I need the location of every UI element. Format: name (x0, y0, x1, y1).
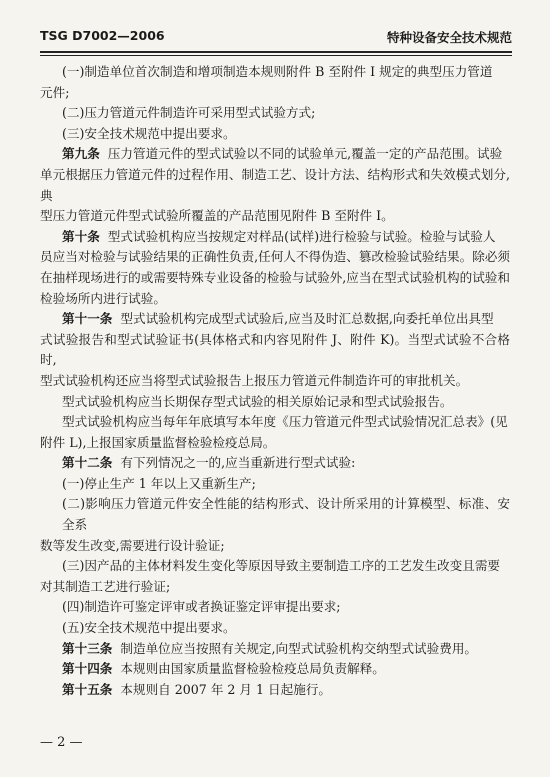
body-line: 在抽样现场进行的或需要特殊专业设备的检验与试验外,应当在型式试验机构的试验和 (40, 269, 510, 285)
list-item: (四)制造许可鉴定评审或者换证鉴定评审提出要求; (62, 599, 341, 615)
body-line: (二)压力管道元件制造许可采用型式试验方式; (62, 105, 316, 121)
document-code: TSG D7002—2006 (40, 28, 165, 43)
article-text: 本规则由国家质量监督检验检疫总局负责解释。 (120, 661, 385, 677)
article-text: 制造单位应当按照有关规定,向型式试验机构交纳型式试验费用。 (120, 640, 478, 656)
body-line: 员应当对检验与试验结果的正确性负责,任何人不得伪造、篡改检验试验结果。除必须 (40, 249, 510, 265)
body-line: 型式试验机构应当每年年底填写本年度《压力管道元件型式试验情况汇总表》(见 (62, 414, 508, 430)
body-line: 单元根据压力管道元件的过程作用、制造工艺、设计方法、结构形式和失效模式划分,典 (40, 166, 510, 203)
article-9 (62, 144, 510, 165)
list-item: (一)停止生产 1 年以上又重新生产; (62, 475, 256, 491)
article-heading: 第十三条 (62, 640, 113, 656)
page-header (40, 26, 512, 46)
article-13 (62, 639, 510, 660)
article-text: 本规则自 2007 年 2 月 1 日起施行。 (120, 681, 332, 697)
body-line: 型式试验机构应当长期保存型式试验的相关原始记录和型式试验报告。 (62, 393, 453, 409)
article-text: 型式试验机构应当按规定对样品(试样)进行检验与试验。检验与试验人 (107, 228, 496, 244)
page-number: — 2 — (40, 735, 83, 750)
article-heading: 第十条 (62, 228, 100, 244)
body-line: (三)安全技术规范中提出要求。 (62, 125, 236, 141)
list-item: (五)安全技术规范中提出要求。 (62, 620, 236, 636)
body-line: 对其制造工艺进行验证; (40, 578, 171, 594)
article-text: 型式试验机构完成型式试验后,应当及时汇总数据,向委托单位出具型 (120, 311, 494, 327)
body-line: 数等发生改变,需要进行设计验证; (40, 537, 225, 553)
body-line: 元件; (40, 84, 70, 100)
body-line: 式试验报告和型式试验证书(具体格式和内容见附件 J、附件 K)。当型式试验不合格时, (40, 331, 510, 368)
list-item: (三)因产品的主体材料发生变化等原因导致主要制造工序的工艺发生改变且需要 (62, 558, 501, 574)
article-heading: 第十一条 (62, 311, 113, 327)
body-line: 附件 L),上报国家质量监督检验检疫总局。 (40, 434, 276, 450)
article-12 (62, 453, 510, 474)
document-series-title: 特种设备安全技术规范 (386, 30, 512, 45)
article-14 (62, 659, 510, 680)
article-10 (62, 227, 510, 248)
article-heading: 第九条 (62, 146, 100, 162)
article-15 (62, 680, 510, 701)
article-heading: 第十四条 (62, 661, 113, 677)
list-item: (二)影响压力管道元件安全性能的结构形式、设计所采用的计算模型、标准、安全系 (62, 496, 510, 533)
article-text: 有下列情况之一的,应当重新进行型式试验: (120, 455, 356, 471)
article-heading: 第十二条 (62, 455, 113, 471)
header-rule (40, 51, 512, 53)
article-heading: 第十五条 (62, 681, 113, 697)
body-line: 型压力管道元件型式试验所覆盖的产品范围见附件 B 至附件 I。 (40, 208, 394, 224)
document-body (40, 62, 510, 700)
article-text: 压力管道元件的型式试验以不同的试验单元,覆盖一定的产品范围。试验 (107, 146, 503, 162)
body-line: (一)制造单位首次制造和增项制造本规则附件 B 至附件 I 规定的典型压力管道 (62, 64, 493, 79)
article-11 (62, 309, 510, 330)
body-line: 型式试验机构还应当将型式试验报告上报压力管道元件制造许可的审批机关。 (40, 372, 469, 388)
body-line: 检验场所内进行试验。 (40, 290, 166, 306)
header-rule-thin (40, 55, 512, 56)
